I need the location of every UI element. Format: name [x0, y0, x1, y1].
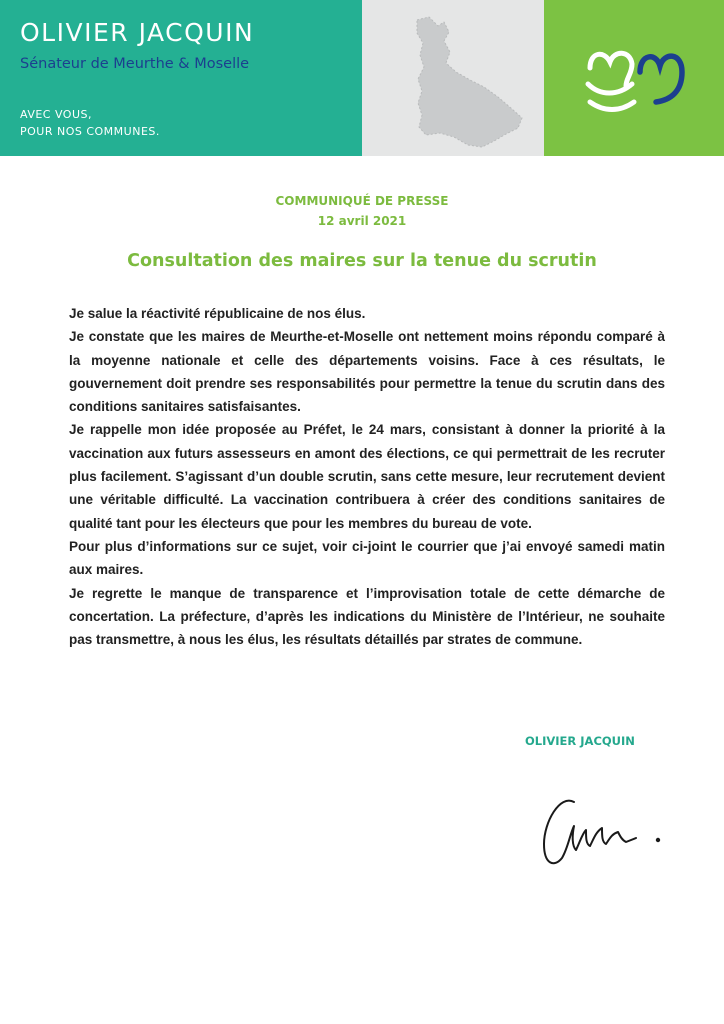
slogan: [20, 106, 160, 140]
press-release-date: 12 avril 2021: [317, 214, 407, 228]
slogan-line-2: POUR NOS COMMUNES.: [20, 125, 160, 138]
body-text: [69, 302, 665, 651]
paragraph: Je constate que les maires de Meurthe-et-Moselle ont nettement moins répondu comparé à la moyenne nationale et celle des départements voisins. Face à ces résultats, le gouvernement doit prendre ses responsabilités pour permettre la tenue du scrutin dans des conditions sanitaires satisfaisantes.: [69, 329, 665, 415]
senator-role: Sénateur de Meurthe & Moselle: [20, 56, 250, 72]
page-title: Consultation des maires sur la tenue du scrutin: [127, 251, 597, 271]
senator-name: OLIVIER JACQUIN: [20, 18, 255, 47]
handwritten-signature-icon: [536, 788, 666, 878]
signatory-name: OLIVIER JACQUIN: [525, 734, 635, 748]
paragraph: Je regrette le manque de transparence et l’improvisation totale de cette démarche de concertation. La préfecture, d’après les indications du Ministère de l’Intérieur, ne souhaite pas transmettre, à nous les élus, les résultats détaillés par strates de commune.: [69, 585, 665, 648]
paragraph: Je salue la réactivité républicaine de nos élus.: [69, 306, 366, 321]
paragraph: Pour plus d’informations sur ce sujet, voir ci-joint le courrier que j’ai envoyé samedi matin aux maires.: [69, 538, 665, 578]
paragraph: Je rappelle mon idée proposée au Préfet, le 24 mars, consistant à donner la priorité à la vaccination aux futurs assesseurs en amont des élections, ce qui permettrait de les recruter plus facilement. S’agissant d’un double scrutin, sans cette mesure, leur recrutement devient une véritable difficulté. La vaccination contribuera à créer des conditions sanitaires de qualité tant pour les électeurs que pour les membres du bureau de vote.: [69, 422, 665, 531]
letterhead: [0, 0, 724, 156]
press-release-label: COMMUNIQUÉ DE PRESSE: [275, 194, 449, 208]
meurthe-et-moselle-map-icon: [395, 14, 530, 152]
slogan-line-1: AVEC VOUS,: [20, 108, 92, 121]
letterhead-teal-panel: [0, 0, 362, 156]
mm-logo-icon: [580, 40, 690, 120]
